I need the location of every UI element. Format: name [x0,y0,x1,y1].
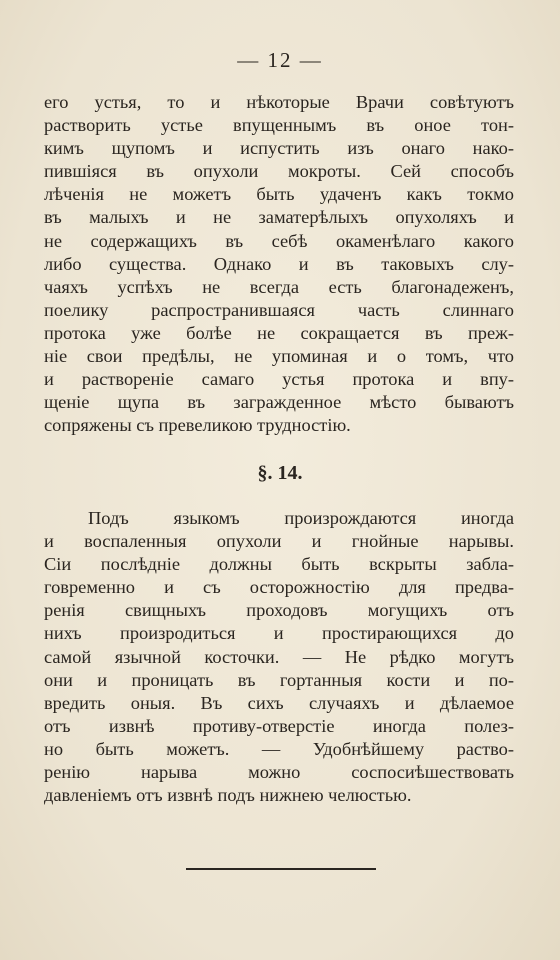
text-line: и раствореніе самаго устья протока и впу- [44,369,514,390]
text-line: нихъ произродиться и простирающихся до [44,623,514,644]
text-line: ренію нарыва можно соспосиѣшествовать [44,762,514,783]
text-line: щеніе щупа въ загражденное мѣсто бываютъ [44,392,514,413]
text-line: поелику распространившаяся часть слиннаго [44,299,514,320]
text-line: растворить устье впущеннымъ въ оное тон- [44,115,514,136]
text-line: самой язычной косточки. — Не рѣдко могутъ [44,646,514,667]
text-line: давленіемъ отъ извнѣ подъ нижнею челюстью. [44,785,412,806]
text-line: не содержащихъ въ себѣ окаменѣлаго какого [44,230,514,251]
text-line: либо существа. Однако и въ таковыхъ слу- [44,253,514,274]
section-heading: §. 14. [257,462,303,484]
text-line: чаяхъ успѣхъ не всегда есть благонадеженъ, [44,276,514,297]
text-line: Сіи послѣдніе должны быть вскрыты забла- [44,554,514,575]
text-line: пившіяся въ опухоли мокроты. Сей способъ [44,161,514,182]
text-line: но быть можетъ. — Удобнѣйшему раство- [44,738,514,759]
text-line: они и проницать въ гортанныя кости и по- [44,669,514,690]
text-line: въ малыхъ и не заматерѣлыхъ опухоляхъ и [44,207,514,228]
paragraph-1 [44,91,514,437]
text-line: кимъ щупомъ и испустить изъ онаго нако- [44,138,514,159]
text-line: вредить оныя. Въ сихъ случаяхъ и дѣлаемое [44,692,514,713]
text-line: ніе свои предѣлы, не упоминая и о томъ, что [44,346,514,367]
text-line: ренія свищныхъ проходовъ могущихъ отъ [44,600,514,621]
text-line: и воспаленныя опухоли и гнойные нарывы. [44,531,514,552]
text-line: говременно и съ осторожностію для предва- [44,577,514,598]
page-number: — 12 — [237,48,323,72]
text-line: Подъ языкомъ произрождаются иногда [88,508,514,528]
paragraph-2 [44,507,514,807]
text-line: его устья, то и нѣкоторые Врачи совѣтуютъ [44,92,514,112]
text-line: сопряжены съ превеликою трудностію. [44,415,351,436]
text-line: отъ извнѣ противу-отверстіе иногда полез- [44,715,514,736]
closing-rule [186,868,376,870]
text-line: лѣченія не можетъ быть удаченъ какъ токмо [44,184,514,205]
text-line: протока уже болѣе не сокращается въ преж- [44,322,514,343]
